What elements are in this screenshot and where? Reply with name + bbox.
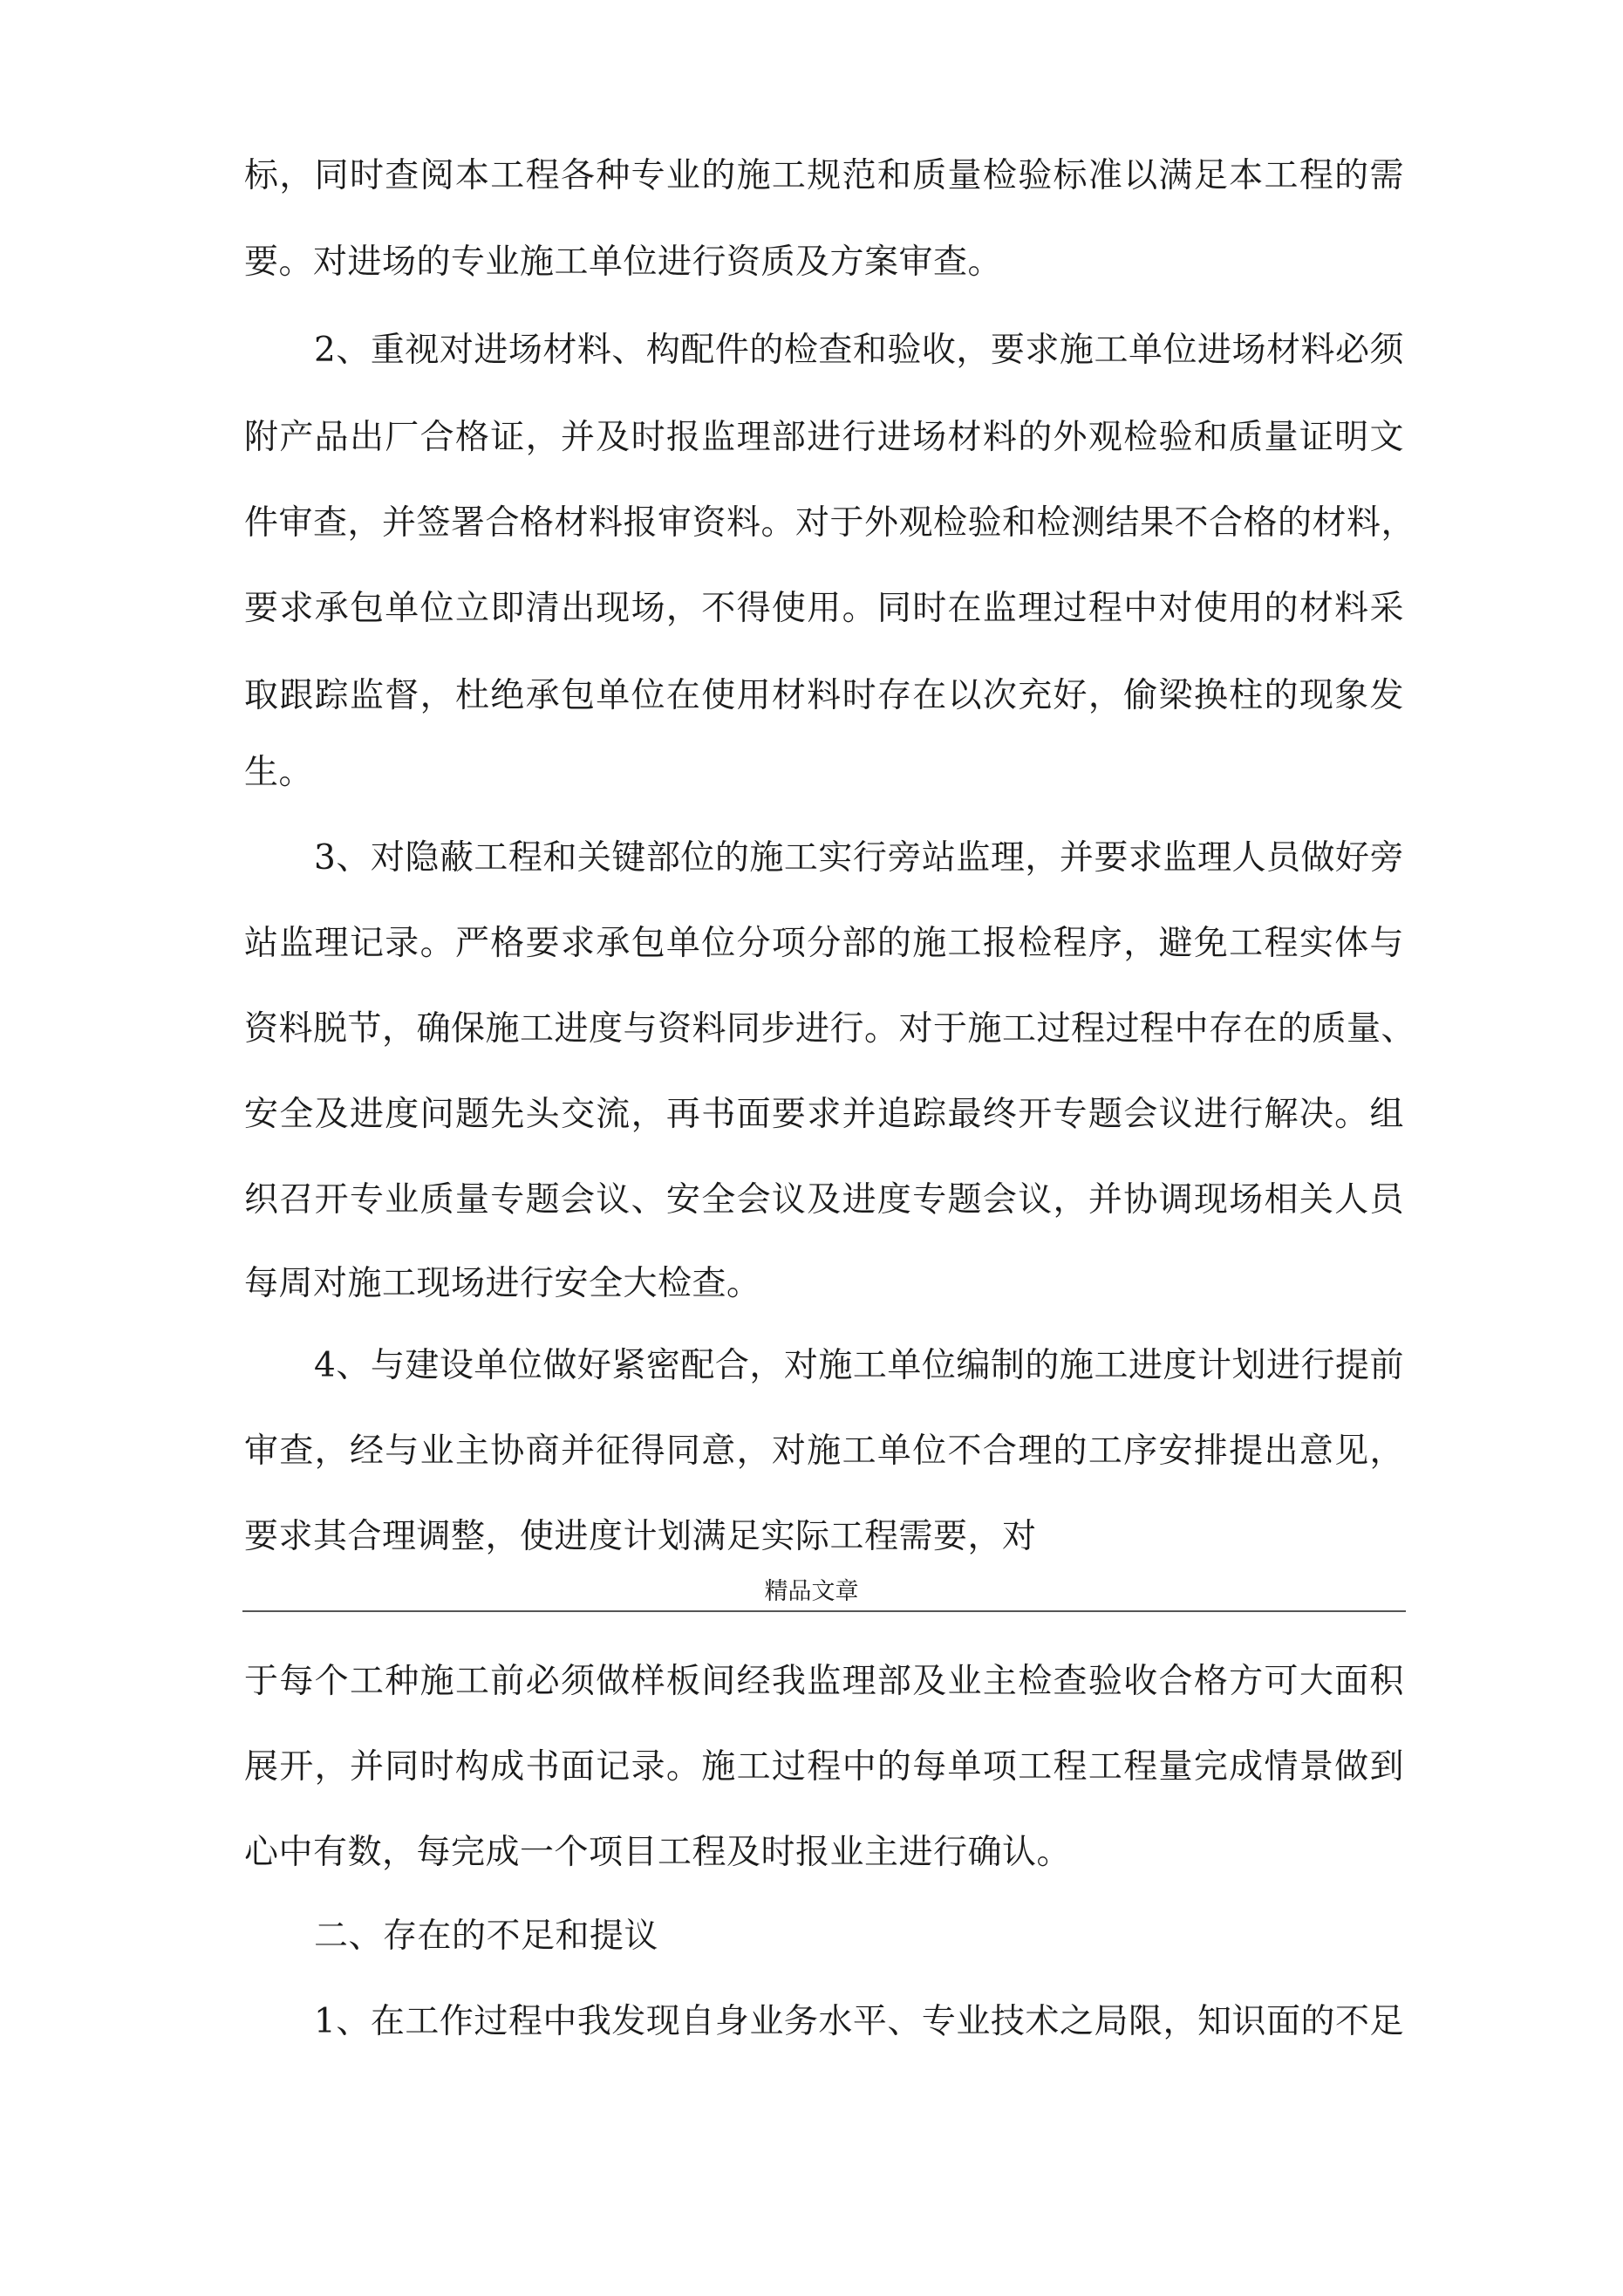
body-line: 安全及进度问题先头交流，再书面要求并追踪最终开专题会议进行解决。组 (244, 1095, 1404, 1134)
body-line: 取跟踪监督，杜绝承包单位在使用材料时存在以次充好，偷梁换柱的现象发 (244, 676, 1404, 715)
section-heading: 二、存在的不足和提议 (314, 1917, 659, 1956)
footer-divider (242, 1610, 1406, 1612)
paragraph-4-first-line: 4、与建设单位做好紧密配合，对施工单位编制的施工进度计划进行提前 (314, 1346, 1404, 1385)
body-line: 每周对施工现场进行安全大检查。 (244, 1264, 761, 1303)
paragraph-first-line: 1、在工作过程中我发现自身业务水平、专业技术之局限，知识面的不足 (314, 2002, 1404, 2041)
body-line: 资料脱节，确保施工进度与资料同步进行。对于施工过程过程中存在的质量、 (244, 1009, 1416, 1049)
body-line: 件审查，并签署合格材料报审资料。对于外观检验和检测结果不合格的材料， (244, 503, 1416, 543)
footer-label: 精品文章 (764, 1578, 859, 1605)
body-line: 于每个工种施工前必须做样板间经我监理部及业主检查验收合格方可大面积 (244, 1662, 1404, 1701)
body-line: 织召开专业质量专题会议、安全会议及进度专题会议，并协调现场相关人员 (244, 1180, 1404, 1220)
body-line: 生。 (244, 753, 314, 792)
body-line: 心中有数，每完成一个项目工程及时报业主进行确认。 (244, 1833, 1072, 1872)
body-line: 要。对进场的专业施工单位进行资质及方案审查。 (244, 243, 1003, 282)
body-line: 标，同时查阅本工程各种专业的施工规范和质量检验标准以满足本工程的需 (244, 156, 1404, 195)
body-line: 要求承包单位立即清出现场，不得使用。同时在监理过程中对使用的材料采 (244, 589, 1404, 628)
paragraph-2-first-line: 2、重视对进场材料、构配件的检查和验收，要求施工单位进场材料必须 (314, 331, 1404, 370)
body-line: 要求其合理调整，使进度计划满足实际工程需要，对 (244, 1517, 1037, 1556)
body-line: 展开，并同时构成书面记录。施工过程中的每单项工程工程量完成情景做到 (244, 1747, 1404, 1787)
body-line: 附产品出厂合格证，并及时报监理部进行进场材料的外观检验和质量证明文 (244, 418, 1404, 457)
body-line: 审查，经与业主协商并征得同意，对施工单位不合理的工序安排提出意见， (244, 1432, 1404, 1471)
paragraph-3-first-line: 3、对隐蔽工程和关键部位的施工实行旁站监理，并要求监理人员做好旁 (314, 838, 1404, 878)
body-line: 站监理记录。严格要求承包单位分项分部的施工报检程序，避免工程实体与 (244, 924, 1404, 963)
